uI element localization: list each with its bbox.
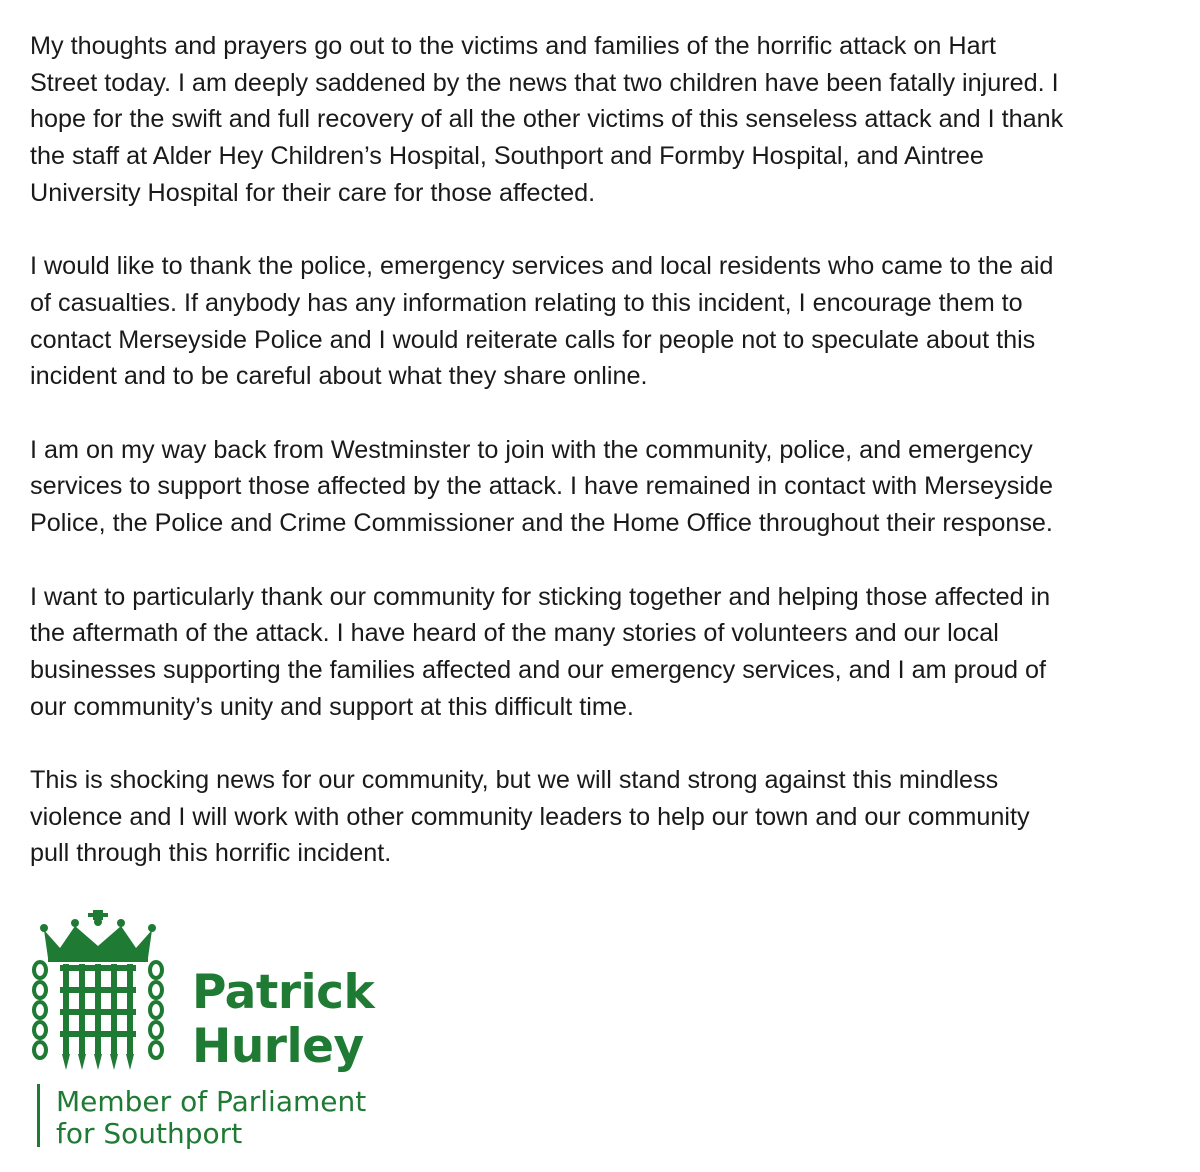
statement-paragraph: I want to particularly thank our community for sticking together and helping those affected in the aftermath of the attack. I have heard of the many stories of volunteers and our local businesses supporting the families affected and our emergency services, and I am proud of our community’s unity and support at this difficult time. [30,582,1051,721]
mp-role-line2: for Southport [56,1117,243,1150]
role-divider [37,1084,40,1147]
mp-role [56,1086,366,1150]
mp-first-name: Patrick [192,965,375,1020]
portcullis-icon [30,908,180,1078]
statement-paragraph: This is shocking news for our community, but we will stand strong against this mindless violence and I will work with other community leaders to help our town and our community pull through this horrific incident. [30,766,1030,868]
mp-last-name: Hurley [192,1019,364,1074]
statement-body [30,28,1180,872]
statement-paragraph: I would like to thank the police, emergency services and local residents who came to the aid of casualties. If anybody has any information relating to this incident, I encourage them to contact Merseyside Police and I would reiterate calls for people not to speculate about this incident and to be careful about what they share online. [30,252,1054,391]
statement-paragraph: My thoughts and prayers go out to the victims and families of the horrific attack on Hart Street today. I am deeply saddened by the news that two children have been fatally injured. I hope for the swift and full recovery of all the other victims of this senseless attack and I thank the staff at Alder Hey Children’s Hospital, Southport and Formby Hospital, and Aintree University Hospital for their care for those affected. [30,32,1064,207]
statement-paragraph: I am on my way back from Westminster to join with the community, police, and emergency services to support those affected by the attack. I have remained in contact with Merseyside Police, the Police and Crime Commissioner and the Home Office throughout their response. [30,435,1053,538]
mp-name [192,966,374,1074]
mp-signature-logo [30,908,450,1153]
mp-role-line1: Member of Parliament [56,1085,367,1118]
